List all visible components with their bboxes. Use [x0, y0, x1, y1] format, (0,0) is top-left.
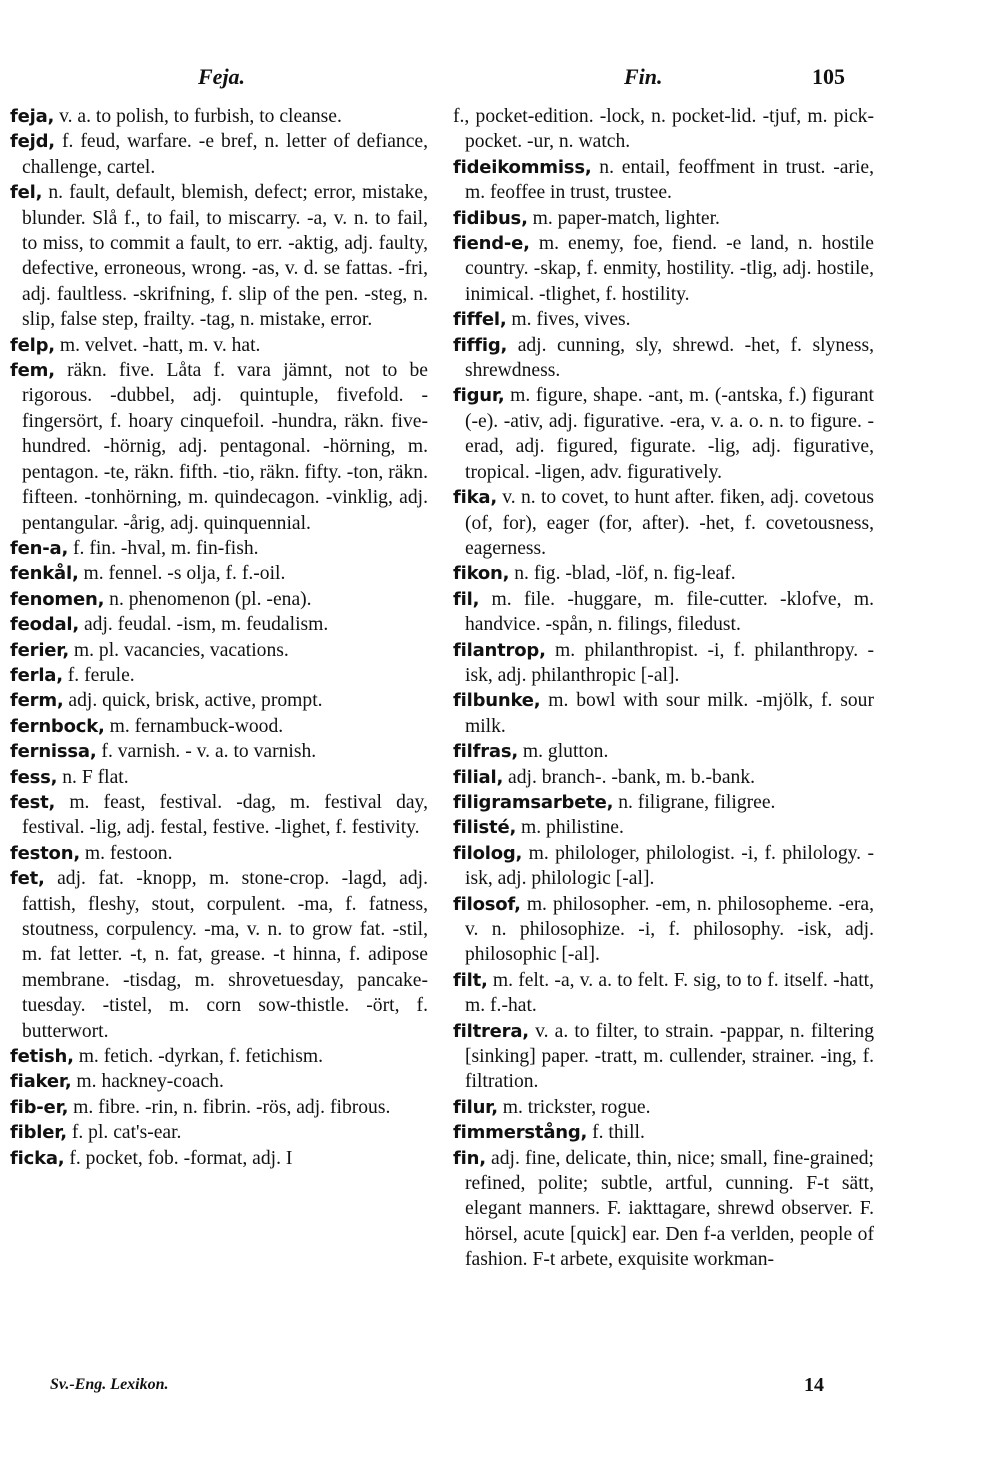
entry-headword: feja, [10, 106, 55, 127]
dictionary-entry [10, 561, 428, 586]
dictionary-entry [453, 815, 874, 840]
entry-headword: ficka, [10, 1147, 65, 1169]
dictionary-entry [453, 206, 874, 231]
dictionary-entry [10, 104, 428, 129]
dictionary-entry [10, 1069, 428, 1094]
dictionary-entry [10, 536, 428, 561]
right-column [453, 104, 874, 1273]
entry-headword: ferm, [10, 690, 64, 712]
entry-headword: fem, [10, 360, 55, 382]
entry-definition: adj. cunning, sly, shrewd. -het, f. slyness, shrewdness. [465, 334, 874, 382]
dictionary-entry [453, 587, 874, 638]
entry-headword: fibler, [10, 1122, 67, 1144]
entry-headword: fest, [10, 791, 56, 813]
dictionary-entry [10, 663, 428, 688]
entry-headword: fiaker, [10, 1071, 72, 1093]
entry-definition: m. hackney-coach. [76, 1071, 224, 1093]
dictionary-entry [10, 333, 428, 358]
entry-headword: fiffig, [453, 334, 508, 356]
dictionary-entry [453, 383, 874, 485]
entry-headword: fikon, [453, 563, 510, 585]
entry-headword: filigramsarbete, [453, 791, 614, 813]
entry-definition: n. fig. -blad, -löf, n. fig-leaf. [514, 563, 736, 585]
entry-definition: m. fibre. -rin, n. fibrin. -rös, adj. fibrous. [73, 1096, 391, 1118]
entry-definition: m. figure, shape. -ant, m. (-antska, f.) figurant (-e). -ativ, adj. figurative. -era, v. a. o. n. to figure. -erad, adj. figured, figurate. -lig, adj. figurative, tropical. -ligen, adv. figuratively. [465, 385, 874, 483]
entry-headword: filantrop, [453, 639, 546, 661]
entry-headword: feodal, [10, 614, 80, 636]
sheet-number: 14 [804, 1374, 824, 1396]
entry-definition: m. festoon. [84, 842, 173, 864]
entry-headword: fel, [10, 182, 43, 204]
dictionary-entry [453, 968, 874, 1019]
dictionary-entry [10, 1146, 428, 1171]
entry-definition: m. philistine. [521, 817, 624, 839]
entry-headword: fernbock, [10, 715, 105, 737]
entry-definition: f. varnish. - v. a. to varnish. [101, 741, 317, 763]
entry-definition: adj. fat. -knopp, m. stone-crop. -lagd, adj. fattish, fleshy, stout, corpulent. -ma, f. fatness, stoutness, corpulency. -ma, v. n. to grow fat. -stil, m. fat letter. -t, n. fat, grease. -t hinna, f. adipose membrane. -tisdag, m. shrovetuesday, pancake-tuesday. -tistel, m. corn sow-thistle. -ört, f. butterwort. [22, 868, 428, 1042]
right-running-head: Fin. [624, 64, 663, 89]
entry-headword: filbunke, [453, 690, 541, 712]
entry-headword: fetish, [10, 1046, 74, 1068]
dictionary-entry [10, 714, 428, 739]
dictionary-entry [10, 739, 428, 764]
entry-definition: v. n. to covet, to hunt after. fiken, adj. covetous (of, for), eager (for, after). -het, f. covetousness, eagerness. [465, 487, 874, 559]
dictionary-entry [453, 307, 874, 332]
dictionary-entry [10, 866, 428, 1044]
entry-definition: m. velvet. -hatt, m. v. hat. [59, 334, 261, 356]
entry-headword: fiend-e, [453, 233, 530, 255]
entry-headword: fenomen, [10, 588, 105, 610]
dictionary-entry [453, 790, 874, 815]
entry-definition: n. entail, feoffment in trust. -arie, m. feoffee in trust, trustee. [465, 156, 874, 204]
entry-headword: ferier, [10, 639, 69, 661]
dictionary-entry [453, 485, 874, 561]
entry-definition: m. philologer, philologist. -i, f. philology. -isk, adj. philologic [-al]. [465, 842, 874, 890]
dictionary-entry [10, 688, 428, 713]
entry-definition: f. fin. -hval, m. fin-fish. [73, 537, 259, 559]
dictionary-entry [453, 1019, 874, 1095]
dictionary-entry [453, 1146, 874, 1273]
entry-definition: m. philosopher. -em, n. philosopheme. -era, v. n. philosophize. -i, f. philosophy. -isk, adj. philosophic [-al]. [465, 893, 875, 966]
left-running-head: Feja. [198, 64, 246, 89]
entry-headword: fernissa, [10, 741, 97, 763]
entry-headword: fenkål, [10, 563, 79, 585]
dictionary-entry [10, 1095, 428, 1120]
entry-headword: fen-a, [10, 537, 69, 559]
entry-headword: fimmerstång, [453, 1122, 588, 1144]
entry-headword: filt, [453, 969, 488, 991]
signature-mark: Sv.-Eng. Lexikon. [50, 1376, 169, 1393]
entry-headword: ferla, [10, 664, 63, 686]
entry-definition: m. paper-match, lighter. [532, 207, 720, 229]
entry-definition: n. filigrane, filigree. [618, 791, 776, 813]
entry-headword: fib-er, [10, 1096, 69, 1118]
entry-headword: fika, [453, 487, 497, 509]
entry-definition: f. pocket, fob. -format, adj. I [69, 1147, 293, 1169]
dictionary-entry [10, 1120, 428, 1145]
entry-definition: n. phenomenon (pl. -ena). [109, 588, 312, 610]
entry-definition: m. philanthropist. -i, f. philanthropy. -isk, adj. philanthropic [-al]. [465, 639, 874, 686]
entry-headword: feston, [10, 842, 80, 864]
dictionary-entry [453, 1120, 874, 1145]
entry-definition: m. bowl with sour milk. -mjölk, f. sour milk. [465, 690, 874, 737]
dictionary-entry [10, 358, 428, 536]
entry-definition: n. fault, default, blemish, defect; error, mistake, blunder. Slå f., to fail, to miscarry. -a, v. n. to fail, to miss, to commit a fault, to err. -aktig, adj. faulty, defective, erroneous, wrong. -as, v. d. se fattas. -fri, adj. faultless. -skrifning, f. slip of the pen. -steg, n. slip, false step, frailty. -tag, n. mistake, error. [22, 182, 428, 331]
dictionary-entry [453, 765, 874, 790]
entry-definition: m. felt. -a, v. a. to felt. F. sig, to to f. itself. -hatt, m. f.-hat. [465, 969, 874, 1017]
dictionary-entry [453, 638, 874, 689]
dictionary-entry [453, 561, 874, 586]
entry-definition: m. fetich. -dyrkan, f. fetichism. [78, 1046, 323, 1068]
entry-headword: felp, [10, 334, 55, 356]
entry-headword: fet, [10, 868, 45, 890]
entry-definition: v. a. to polish, to furbish, to cleanse. [59, 106, 342, 127]
dictionary-entry [453, 104, 874, 155]
entry-definition: f. feud, warfare. -e bref, n. letter of defiance, challenge, cartel. [22, 131, 429, 178]
entry-headword: filfras, [453, 741, 518, 763]
entry-headword: fejd, [10, 131, 55, 153]
dictionary-entry [453, 155, 874, 206]
entry-definition: f. thill. [592, 1122, 645, 1144]
dictionary-entry [453, 333, 874, 384]
dictionary-entry [453, 688, 874, 739]
entry-definition: m. trickster, rogue. [502, 1096, 651, 1118]
entry-definition: f., pocket-edition. -lock, n. pocket-lid. -tjuf, m. pick-pocket. -ur, n. watch. [453, 106, 874, 153]
dictionary-entry [10, 129, 428, 180]
dictionary-entry [10, 790, 428, 841]
left-column [10, 104, 428, 1171]
entry-definition: adj. fine, delicate, thin, nice; small, fine-grained; refined, polite; subtle, artful, cunning. F-t sätt, elegant manners. F. iakttagare, shrewd observer. F. hörsel, acute [quick] ear. Den f-a verlden, people of fashion. F-t arbete, exquisite workman- [465, 1147, 875, 1271]
entry-definition: v. a. to filter, to strain. -pappar, n. filtering [sinking] paper. -tratt, m. cullender, strainer. -ing, f. filtration. [465, 1020, 874, 1093]
dictionary-entry [10, 180, 428, 332]
dictionary-entry [10, 765, 428, 790]
entry-definition: m. fennel. -s olja, f. f.-oil. [83, 563, 286, 585]
entry-definition: m. pl. vacancies, vacations. [73, 639, 289, 661]
entry-definition: m. enemy, foe, fiend. -e land, n. hostile country. -skap, f. enmity, hostility. -tlig, adj. hostile, inimical. -tlighet, f. hostility. [465, 233, 874, 305]
dictionary-entry [453, 231, 874, 307]
entry-definition: adj. branch-. -bank, m. b.-bank. [508, 766, 756, 788]
entry-headword: fil, [453, 588, 480, 610]
entry-definition: adj. feudal. -ism, m. feudalism. [83, 614, 329, 636]
entry-definition: m. feast, festival. -dag, m. festival day, festival. -lig, adj. festal, festive. -lighet, f. festivity. [22, 791, 428, 839]
dictionary-entry [453, 1095, 874, 1120]
dictionary-entry [10, 841, 428, 866]
entry-definition: f. ferule. [67, 664, 135, 686]
entry-definition: m. file. -huggare, m. file-cutter. -klofve, m. handvice. -spån, n. filings, filedust. [465, 588, 874, 636]
entry-definition: m. fives, vives. [511, 309, 631, 331]
entry-headword: fideikommiss, [453, 156, 592, 178]
entry-headword: fess, [10, 766, 58, 788]
entry-headword: fin, [453, 1147, 486, 1169]
entry-headword: filisté, [453, 817, 517, 839]
entry-headword: filtrera, [453, 1020, 529, 1042]
entry-headword: filur, [453, 1096, 498, 1118]
entry-definition: n. F flat. [62, 766, 129, 788]
page-number: 105 [812, 64, 845, 89]
dictionary-entry [453, 739, 874, 764]
dictionary-entry [10, 1044, 428, 1069]
entry-definition: f. pl. cat's-ear. [71, 1122, 182, 1144]
dictionary-entry [10, 587, 428, 612]
dictionary-entry [10, 612, 428, 637]
entry-headword: fiffel, [453, 309, 507, 331]
entry-definition: adj. quick, brisk, active, prompt. [68, 690, 323, 712]
entry-headword: filial, [453, 766, 504, 788]
entry-headword: figur, [453, 385, 505, 407]
dictionary-entry [453, 841, 874, 892]
dictionary-entry [453, 892, 874, 968]
entry-headword: fidibus, [453, 207, 528, 229]
entry-definition: m. fernambuck-wood. [109, 715, 284, 737]
entry-headword: filosof, [453, 893, 521, 915]
entry-headword: filolog, [453, 842, 523, 864]
entry-definition: m. glutton. [522, 741, 609, 763]
entry-definition: räkn. five. Låta f. vara jämnt, not to be rigorous. -dubbel, adj. quintuple, fivefold. -fingersört, f. hoary cinquefoil. -hundra, räkn. five-hundred. -hörnig, adj. pentagonal. -hörning, m. pentagon. -te, räkn. fifth. -tio, räkn. fifty. -ton, räkn. fifteen. -tonhörning, m. quindecagon. -vinklig, adj. pentangular. -årig, adj. quinquennial. [22, 360, 429, 534]
dictionary-entry [10, 638, 428, 663]
